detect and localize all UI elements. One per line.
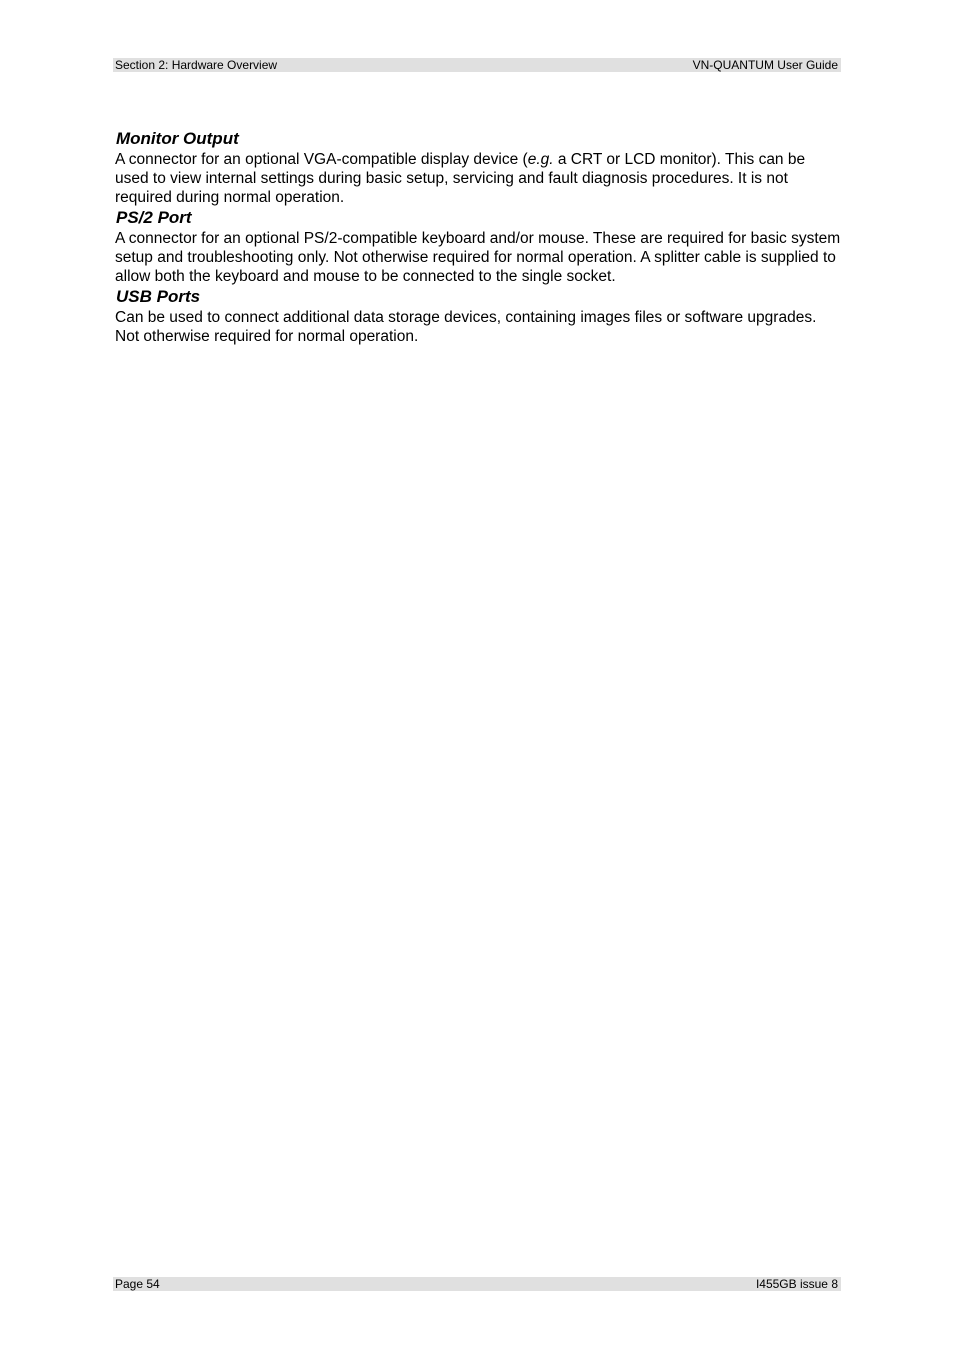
paragraph-text: a CRT or LCD monitor). This can be used to view internal settings during basic setup, servicing and fault diagnosis procedures. It is not required during normal operation. <box>115 151 806 206</box>
page-content <box>115 128 841 346</box>
paragraph-monitor-output <box>115 150 841 207</box>
section-heading-monitor-output: Monitor Output <box>116 129 239 148</box>
page-header <box>113 58 841 72</box>
section-heading-ps2-port: PS/2 Port <box>116 208 192 227</box>
footer-page-number: Page 54 <box>115 1277 160 1291</box>
section-heading-usb-ports: USB Ports <box>116 287 201 306</box>
footer-issue: I455GB issue 8 <box>755 1277 838 1291</box>
page-footer <box>113 1277 841 1291</box>
paragraph-text: A connector for an optional VGA-compatible display device ( <box>115 151 528 168</box>
header-section-title: Section 2: Hardware Overview <box>115 58 278 72</box>
paragraph-emphasis: e.g. <box>527 151 554 168</box>
paragraph-ps2-port: A connector for an optional PS/2-compatible keyboard and/or mouse. These are required for basic system setup and troubleshooting only. Not otherwise required for normal operation. A splitter cable is supplied to allow both the keyboard and mouse to be connected to the single socket. <box>115 230 841 285</box>
paragraph-usb-ports: Can be used to connect additional data storage devices, containing images files or software upgrades. Not otherwise required for normal operation. <box>115 309 817 345</box>
header-guide-title: VN-QUANTUM User Guide <box>692 58 838 72</box>
